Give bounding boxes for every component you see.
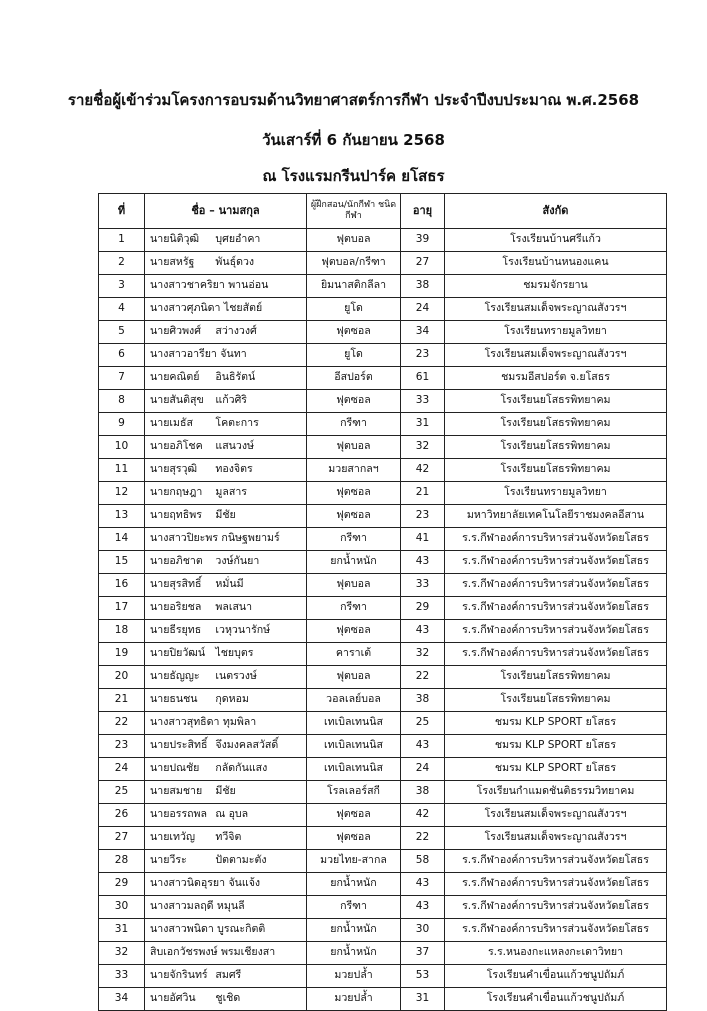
table-row: [99, 574, 667, 597]
row-last-name: มีชัย: [215, 785, 236, 798]
table-row: [99, 229, 667, 252]
row-first-name: นายเทวัญ: [150, 831, 195, 844]
row-number: 14: [99, 528, 145, 551]
row-org: โรงเรียนยโสธรพิทยาคม: [445, 666, 667, 689]
row-first-name: สิบเอกวัชรพงษ์: [150, 946, 218, 959]
row-last-name: แก้วศิริ: [215, 394, 247, 407]
participants-table: [98, 193, 667, 1011]
row-number: 20: [99, 666, 145, 689]
row-last-name: กุดหอม: [215, 693, 249, 706]
row-sport: มวยปล้ำ: [307, 988, 401, 1011]
row-last-name: พรมเชียงสา: [220, 946, 276, 959]
row-number: 29: [99, 873, 145, 896]
row-org: ร.ร.กีฬาองค์การบริหารส่วนจังหวัดยโสธร: [445, 620, 667, 643]
row-last-name: โคตะการ: [215, 417, 259, 430]
table-row: [99, 528, 667, 551]
row-number: 34: [99, 988, 145, 1011]
row-first-name: นางสาวสุทธิดา: [150, 716, 220, 729]
row-number: 13: [99, 505, 145, 528]
row-first-name: นายประสิทธิ์: [150, 739, 208, 752]
row-sport: ยกน้ำหนัก: [307, 873, 401, 896]
row-name: [145, 436, 307, 459]
row-number: 22: [99, 712, 145, 735]
row-name: [145, 275, 307, 298]
row-last-name: จึงมงคลสวัสดิ์: [215, 739, 279, 752]
row-sport: โรลเลอร์สกี: [307, 781, 401, 804]
row-age: 37: [401, 942, 445, 965]
row-name: [145, 965, 307, 988]
row-number: 17: [99, 597, 145, 620]
row-number: 30: [99, 896, 145, 919]
row-age: 34: [401, 321, 445, 344]
table-row: [99, 942, 667, 965]
row-age: 30: [401, 919, 445, 942]
row-last-name: พันธุ์ดวง: [215, 256, 255, 269]
row-age: 32: [401, 436, 445, 459]
row-first-name: นายสมชาย: [150, 785, 203, 798]
row-org: ร.ร.กีฬาองค์การบริหารส่วนจังหวัดยโสธร: [445, 850, 667, 873]
table-row: [99, 689, 667, 712]
table-row: [99, 758, 667, 781]
row-name: [145, 298, 307, 321]
row-number: 6: [99, 344, 145, 367]
row-name: [145, 873, 307, 896]
row-name: [145, 735, 307, 758]
row-last-name: ปัตตามะตัง: [215, 854, 267, 867]
row-last-name: บุศยอำคา: [215, 233, 261, 246]
row-sport: ฟุตบอล: [307, 229, 401, 252]
document-title: รายชื่อผู้เข้าร่วมโครงการอบรมด้านวิทยาศาสตร์การกีฬา ประจำปีงบประมาณ พ.ศ.2568: [67, 91, 640, 109]
row-number: 10: [99, 436, 145, 459]
row-last-name: พานอ่อน: [228, 279, 269, 292]
table-row: [99, 252, 667, 275]
row-sport: ฟุตบอล: [307, 666, 401, 689]
row-org: โรงเรียนยโสธรพิทยาคม: [445, 436, 667, 459]
row-age: 25: [401, 712, 445, 735]
row-name: [145, 551, 307, 574]
row-last-name: หมั่นมี: [215, 578, 244, 591]
row-org: โรงเรียนยโสธรพิทยาคม: [445, 689, 667, 712]
row-sport: กรีฑา: [307, 896, 401, 919]
row-org: โรงเรียนยโสธรพิทยาคม: [445, 413, 667, 436]
row-first-name: นายอริยชล: [150, 601, 202, 614]
row-sport: ยกน้ำหนัก: [307, 919, 401, 942]
row-age: 24: [401, 758, 445, 781]
row-name: [145, 459, 307, 482]
row-first-name: นางสาวปิยะพร: [150, 532, 219, 545]
row-org: ร.ร.กีฬาองค์การบริหารส่วนจังหวัดยโสธร: [445, 873, 667, 896]
row-org: โรงเรียนคำเขื่อนแก้วชนูปถัมภ์: [445, 965, 667, 988]
row-sport: เทเบิลเทนนิส: [307, 712, 401, 735]
row-age: 43: [401, 735, 445, 758]
row-last-name: มูลสาร: [215, 486, 247, 499]
row-org: โรงเรียนยโสธรพิทยาคม: [445, 459, 667, 482]
row-sport: วอลเลย์บอล: [307, 689, 401, 712]
row-sport: ยกน้ำหนัก: [307, 551, 401, 574]
row-first-name: นายสุรวุฒิ: [150, 463, 198, 476]
row-number: 16: [99, 574, 145, 597]
row-age: 38: [401, 781, 445, 804]
column-header-no: ที่: [99, 194, 145, 229]
table-row: [99, 620, 667, 643]
row-name: [145, 321, 307, 344]
row-first-name: นายอัศวิน: [150, 992, 196, 1005]
row-first-name: นายจักรินทร์: [150, 969, 208, 982]
row-name: [145, 781, 307, 804]
table-row: [99, 321, 667, 344]
row-org: ร.ร.กีฬาองค์การบริหารส่วนจังหวัดยโสธร: [445, 597, 667, 620]
row-last-name: สมศรี: [215, 969, 242, 982]
row-age: 22: [401, 666, 445, 689]
row-age: 42: [401, 459, 445, 482]
row-org: ชมรม KLP SPORT ยโสธร: [445, 758, 667, 781]
row-first-name: นายธีรยุทธ: [150, 624, 202, 637]
row-sport: ฟุตบอล: [307, 436, 401, 459]
row-last-name: พลเสนา: [215, 601, 253, 614]
row-sport: ยิมนาสติกลีลา: [307, 275, 401, 298]
row-sport: ฟุตซอล: [307, 321, 401, 344]
row-last-name: ไชยสัตย์: [223, 302, 263, 315]
table-row: [99, 965, 667, 988]
row-name: [145, 252, 307, 275]
row-number: 11: [99, 459, 145, 482]
column-header-org: สังกัด: [445, 194, 667, 229]
row-org: โรงเรียนกำแมดชันติธรรมวิทยาคม: [445, 781, 667, 804]
table-row: [99, 850, 667, 873]
row-age: 31: [401, 413, 445, 436]
table-row: [99, 482, 667, 505]
table-row: [99, 804, 667, 827]
column-header-sport: ผู้ฝึกสอน/นักกีฬา ชนิดกีฬา: [307, 194, 401, 229]
row-org: โรงเรียนยโสธรพิทยาคม: [445, 390, 667, 413]
row-last-name: หมุนลี: [216, 900, 245, 913]
row-name: [145, 942, 307, 965]
table-row: [99, 735, 667, 758]
row-name: [145, 367, 307, 390]
table-row: [99, 367, 667, 390]
row-name: [145, 505, 307, 528]
row-last-name: ทองจิตร: [215, 463, 253, 476]
row-name: [145, 574, 307, 597]
table-row: [99, 275, 667, 298]
row-age: 21: [401, 482, 445, 505]
row-age: 61: [401, 367, 445, 390]
row-first-name: นายสุรสิทธิ์: [150, 578, 202, 591]
row-age: 24: [401, 298, 445, 321]
table-row: [99, 344, 667, 367]
table-row: [99, 781, 667, 804]
row-org: ร.ร.กีฬาองค์การบริหารส่วนจังหวัดยโสธร: [445, 643, 667, 666]
row-sport: อีสปอร์ต: [307, 367, 401, 390]
document-date: วันเสาร์ที่ 6 กันยายน 2568: [262, 131, 445, 149]
row-first-name: นางสาวศุภนิดา: [150, 302, 221, 315]
table-row: [99, 919, 667, 942]
table-row: [99, 896, 667, 919]
row-org: โรงเรียนคำเขื่อนแก้วชนูปถัมภ์: [445, 988, 667, 1011]
row-number: 1: [99, 229, 145, 252]
row-org: โรงเรียนบ้านหนองแคน: [445, 252, 667, 275]
row-sport: กรีฑา: [307, 413, 401, 436]
table-row: [99, 505, 667, 528]
row-age: 32: [401, 643, 445, 666]
row-sport: ยูโด: [307, 344, 401, 367]
row-number: 27: [99, 827, 145, 850]
row-last-name: เวหุวนารักษ์: [215, 624, 271, 637]
row-first-name: นายสันติสุข: [150, 394, 204, 407]
row-first-name: นายเมธัส: [150, 417, 193, 430]
row-number: 32: [99, 942, 145, 965]
row-last-name: บูรณะกิตติ: [217, 923, 266, 936]
row-first-name: นายกฤษฎา: [150, 486, 203, 499]
row-age: 33: [401, 390, 445, 413]
row-last-name: ไชยบุตร: [215, 647, 254, 660]
row-last-name: ณ อุบล: [215, 808, 249, 821]
row-first-name: นายคณิตย์: [150, 371, 200, 384]
row-last-name: วงษ์กันยา: [215, 555, 260, 568]
row-age: 43: [401, 551, 445, 574]
row-last-name: กลัดกันแสง: [215, 762, 268, 775]
row-org: ชมรมอีสปอร์ต จ.ยโสธร: [445, 367, 667, 390]
row-last-name: จันทา: [220, 348, 247, 361]
row-org: ร.ร.กีฬาองค์การบริหารส่วนจังหวัดยโสธร: [445, 574, 667, 597]
row-org: โรงเรียนสมเด็จพระญาณสังวรฯ: [445, 344, 667, 367]
row-age: 41: [401, 528, 445, 551]
row-name: [145, 689, 307, 712]
row-last-name: ชูเชิด: [215, 992, 241, 1005]
row-last-name: ทุมพิลา: [222, 716, 257, 729]
row-name: [145, 344, 307, 367]
row-last-name: อินธิรัตน์: [215, 371, 256, 384]
row-org: ร.ร.กีฬาองค์การบริหารส่วนจังหวัดยโสธร: [445, 919, 667, 942]
row-org: โรงเรียนทรายมูลวิทยา: [445, 321, 667, 344]
column-header-age: อายุ: [401, 194, 445, 229]
row-first-name: นางสาวนิดอุรยา: [150, 877, 226, 890]
row-number: 9: [99, 413, 145, 436]
row-name: [145, 896, 307, 919]
row-org: โรงเรียนบ้านศรีแก้ว: [445, 229, 667, 252]
row-number: 7: [99, 367, 145, 390]
table-row: [99, 413, 667, 436]
row-number: 19: [99, 643, 145, 666]
row-age: 29: [401, 597, 445, 620]
row-name: [145, 597, 307, 620]
row-name: [145, 666, 307, 689]
row-age: 53: [401, 965, 445, 988]
row-sport: เทเบิลเทนนิส: [307, 758, 401, 781]
row-org: ร.ร.หนองกะแหลงกะเดาวิทยา: [445, 942, 667, 965]
row-name: [145, 804, 307, 827]
column-header-name: ชื่อ – นามสกุล: [145, 194, 307, 229]
row-number: 8: [99, 390, 145, 413]
table-row: [99, 390, 667, 413]
row-first-name: นายปิยวัฒน์: [150, 647, 206, 660]
row-first-name: นายธนชน: [150, 693, 198, 706]
document-venue: ณ โรงแรมกรีนปาร์ค ยโสธร: [262, 167, 445, 185]
row-number: 23: [99, 735, 145, 758]
row-sport: ฟุตซอล: [307, 827, 401, 850]
row-sport: ฟุตบอล/กรีฑา: [307, 252, 401, 275]
row-first-name: นางสาวมลฤดี: [150, 900, 214, 913]
table-row: [99, 666, 667, 689]
row-age: 42: [401, 804, 445, 827]
row-name: [145, 827, 307, 850]
row-sport: มวยสากลฯ: [307, 459, 401, 482]
row-last-name: กนิษฐพยามร์: [221, 532, 280, 545]
table-row: [99, 988, 667, 1011]
row-last-name: จันแจ้ง: [228, 877, 261, 890]
row-name: [145, 413, 307, 436]
row-last-name: แสนวงษ์: [215, 440, 255, 453]
row-name: [145, 850, 307, 873]
row-age: 23: [401, 344, 445, 367]
row-first-name: นายอภิชาต: [150, 555, 203, 568]
row-number: 15: [99, 551, 145, 574]
row-sport: ฟุตซอล: [307, 620, 401, 643]
row-age: 27: [401, 252, 445, 275]
row-org: โรงเรียนสมเด็จพระญาณสังวรฯ: [445, 804, 667, 827]
row-age: 38: [401, 689, 445, 712]
row-sport: ยกน้ำหนัก: [307, 942, 401, 965]
row-number: 3: [99, 275, 145, 298]
row-age: 43: [401, 896, 445, 919]
row-first-name: นางสาวพนิดา: [150, 923, 214, 936]
row-first-name: นายศิวพงศ์: [150, 325, 201, 338]
table-row: [99, 436, 667, 459]
table-row: [99, 712, 667, 735]
row-age: 43: [401, 620, 445, 643]
row-org: ร.ร.กีฬาองค์การบริหารส่วนจังหวัดยโสธร: [445, 551, 667, 574]
row-first-name: นายอภิโชค: [150, 440, 203, 453]
row-sport: ฟุตซอล: [307, 482, 401, 505]
row-number: 33: [99, 965, 145, 988]
row-org: ชมรมจักรยาน: [445, 275, 667, 298]
table-row: [99, 643, 667, 666]
row-age: 33: [401, 574, 445, 597]
row-age: 43: [401, 873, 445, 896]
row-org: มหาวิทยาลัยเทคโนโลยีราชมงคลอีสาน: [445, 505, 667, 528]
row-first-name: นายนิติวุฒิ: [150, 233, 200, 246]
row-name: [145, 988, 307, 1011]
row-org: ชมรม KLP SPORT ยโสธร: [445, 735, 667, 758]
row-sport: มวยไทย-สากล: [307, 850, 401, 873]
row-sport: ฟุตซอล: [307, 804, 401, 827]
table-row: [99, 873, 667, 896]
row-number: 18: [99, 620, 145, 643]
row-sport: เทเบิลเทนนิส: [307, 735, 401, 758]
row-org: โรงเรียนทรายมูลวิทยา: [445, 482, 667, 505]
table-row: [99, 551, 667, 574]
row-age: 23: [401, 505, 445, 528]
row-number: 5: [99, 321, 145, 344]
row-name: [145, 390, 307, 413]
row-name: [145, 758, 307, 781]
row-first-name: นายอรรถพล: [150, 808, 208, 821]
row-org: ร.ร.กีฬาองค์การบริหารส่วนจังหวัดยโสธร: [445, 896, 667, 919]
row-number: 31: [99, 919, 145, 942]
table-body: [99, 229, 667, 1011]
row-number: 25: [99, 781, 145, 804]
row-age: 39: [401, 229, 445, 252]
row-number: 12: [99, 482, 145, 505]
table-row: [99, 459, 667, 482]
row-first-name: นางสาวชาคริยา: [150, 279, 225, 292]
row-number: 4: [99, 298, 145, 321]
row-age: 31: [401, 988, 445, 1011]
row-name: [145, 528, 307, 551]
row-sport: ฟุตซอล: [307, 390, 401, 413]
row-number: 28: [99, 850, 145, 873]
row-sport: มวยปล้ำ: [307, 965, 401, 988]
row-number: 21: [99, 689, 145, 712]
row-org: ชมรม KLP SPORT ยโสธร: [445, 712, 667, 735]
row-sport: คาราเต้: [307, 643, 401, 666]
row-name: [145, 482, 307, 505]
row-name: [145, 919, 307, 942]
row-first-name: นายปณชัย: [150, 762, 200, 775]
row-last-name: มีชัย: [215, 509, 236, 522]
row-age: 58: [401, 850, 445, 873]
row-sport: กรีฑา: [307, 597, 401, 620]
row-first-name: นายธัญญะ: [150, 670, 200, 683]
row-name: [145, 620, 307, 643]
row-number: 26: [99, 804, 145, 827]
row-age: 38: [401, 275, 445, 298]
row-first-name: นายสหรัฐ: [150, 256, 195, 269]
row-first-name: นายวีระ: [150, 854, 187, 867]
table-header-row: [99, 194, 667, 229]
row-number: 2: [99, 252, 145, 275]
row-name: [145, 712, 307, 735]
row-sport: ฟุตบอล: [307, 574, 401, 597]
row-sport: ยูโด: [307, 298, 401, 321]
row-number: 24: [99, 758, 145, 781]
row-org: โรงเรียนสมเด็จพระญาณสังวรฯ: [445, 827, 667, 850]
row-name: [145, 643, 307, 666]
table-row: [99, 597, 667, 620]
table-row: [99, 827, 667, 850]
row-sport: กรีฑา: [307, 528, 401, 551]
row-org: โรงเรียนสมเด็จพระญาณสังวรฯ: [445, 298, 667, 321]
row-last-name: สว่างวงศ์: [215, 325, 257, 338]
row-org: ร.ร.กีฬาองค์การบริหารส่วนจังหวัดยโสธร: [445, 528, 667, 551]
row-age: 22: [401, 827, 445, 850]
row-first-name: นายฤทธิพร: [150, 509, 202, 522]
table-row: [99, 298, 667, 321]
row-first-name: นางสาวอารียา: [150, 348, 217, 361]
row-last-name: เนตรวงษ์: [215, 670, 257, 683]
row-sport: ฟุตซอล: [307, 505, 401, 528]
row-last-name: ทวีจิต: [215, 831, 242, 844]
row-name: [145, 229, 307, 252]
